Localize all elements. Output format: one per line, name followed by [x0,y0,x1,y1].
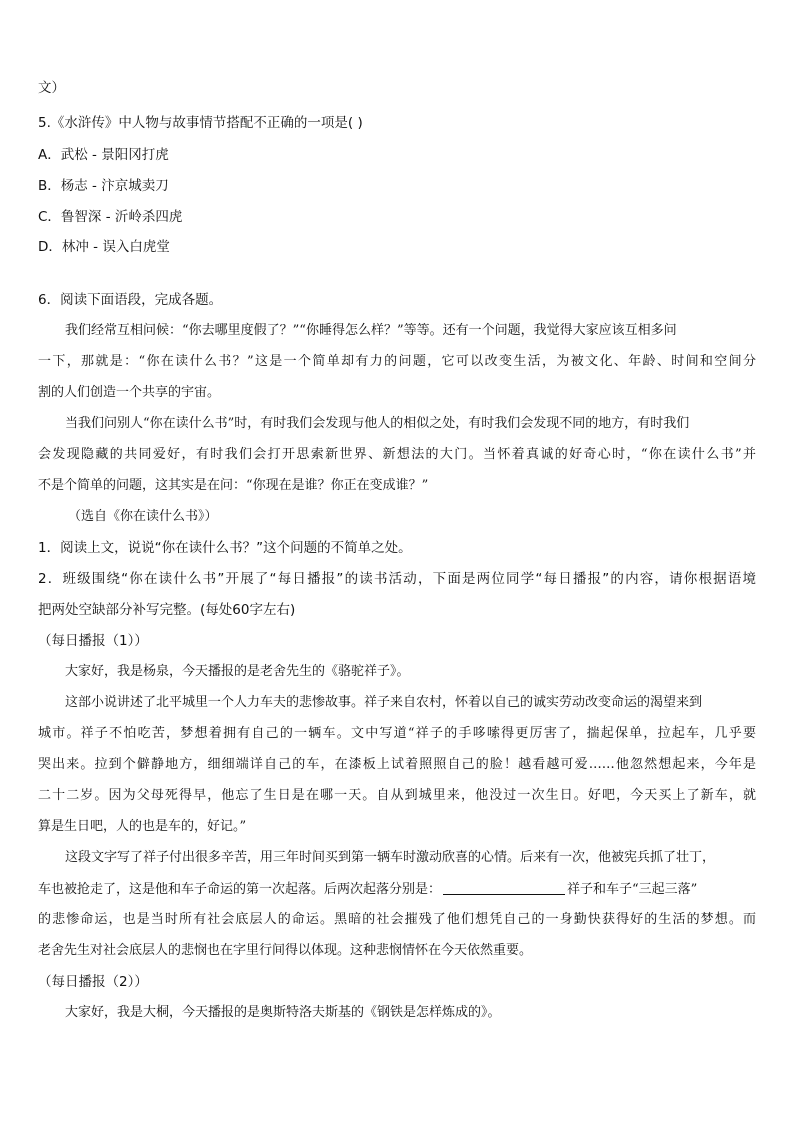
option-c: C．鲁智深 - 沂岭杀四虎 [38,209,183,225]
question-5-stem: 5.《水浒传》中人物与故事情节搭配不正确的一项是( ) [38,115,363,131]
broadcast-line: 大家好，我是杨泉，今天播报的是老舍先生的《骆驼祥子》。 [65,664,410,679]
passage-line: 我们经常互相问候：“你去哪里度假了？”“你睡得怎么样？”等等。还有一个问题，我觉得大家应该互相多问 [65,323,677,338]
broadcast-line: 的悲惨命运，也是当时所有社会底层人的命运。黑暗的社会摧残了他们想凭自己的一身勤快获得好的生活的梦想。而 [38,912,756,927]
broadcast-line: 算是生日吧，人的也是车的，好记。” [38,819,247,834]
text-line: 文） [38,80,65,96]
passage-source: （选自《你在读什么书》） [68,509,218,524]
question-6-stem: 6．阅读下面语段，完成各题。 [38,292,223,308]
answer-blank[interactable] [443,880,565,895]
line-text-before-blank: 车也被抢走了，这是他和车子命运的第一次起落。后两次起落分别是： [38,882,442,897]
broadcast-line: 二十二岁。因为父母死得早，他忘了生日是在哪一天。自从到城里来，他没过一次生日。好吧，今天买上了新车，就 [38,788,756,803]
broadcast-line: 城市。祥子不怕吃苦，梦想着拥有自己的一辆车。文中写道“祥子的手哆嗦得更厉害了，揣起保单，拉起车，几乎要 [38,726,756,741]
passage-line: 会发现隐藏的共同爱好，有时我们会打开思索新世界、新想法的大门。当怀着真诚的好奇心时，“你在读什么书”并 [38,447,756,462]
line-text-after-blank: 祥子和车子“三起三落” [567,882,698,897]
broadcast-line: 大家好，我是大桐，今天播报的是奥斯特洛夫斯基的《钢铁是怎样炼成的》。 [65,1005,501,1020]
passage-line: 不是个简单的问题，这其实是在问：“你现在是谁？你正在变成谁？” [38,478,429,493]
broadcast-2-heading: （每日播报（2）） [38,974,148,990]
option-a: A．武松 - 景阳冈打虎 [38,147,169,163]
passage-line: 一下，那就是：“你在读什么书？”这是一个简单却有力的问题，它可以改变生活，为被文化、年龄、时间和空间分 [38,354,756,369]
broadcast-line: 哭出来。拉到个僻静地方，细细端详自己的车，在漆板上试着照照自己的脸！越看越可爱……他忽然想起来，今年是 [38,757,756,772]
broadcast-1-heading: （每日播报（1）） [38,633,148,649]
passage-line: 当我们问别人“你在读什么书”时，有时我们会发现与他人的相似之处，有时我们会发现不同的地方，有时我们 [65,416,690,431]
sub-question-1: 1．阅读上文，说说“你在读什么书？”这个问题的不简单之处。 [38,540,412,556]
sub-question-2: 2．班级围绕“你在读什么书”开展了“每日播报”的读书活动，下面是两位同学“每日播报”的内容，请你根据语境 [38,571,756,587]
broadcast-line: 这段文字写了祥子付出很多辛苦，用三年时间买到第一辆车时激动欣喜的心情。后来有一次，他被宪兵抓了壮丁， [65,850,716,865]
sub-question-2-cont: 把两处空缺部分补写完整。(每处60字左右) [38,602,296,618]
broadcast-line: 老舍先生对社会底层人的悲悯也在字里行间得以体现。这种悲悯情怀在今天依然重要。 [38,943,533,958]
passage-line: 割的人们创造一个共享的宇宙。 [38,385,221,400]
broadcast-line-with-blank [38,880,697,899]
option-b: B．杨志 - 汴京城卖刀 [38,178,169,194]
option-d: D．林冲 - 误入白虎堂 [38,239,170,255]
broadcast-line: 这部小说讲述了北平城里一个人力车夫的悲惨故事。祥子来自农村，怀着以自己的诚实劳动改变命运的渴望来到 [65,695,703,710]
